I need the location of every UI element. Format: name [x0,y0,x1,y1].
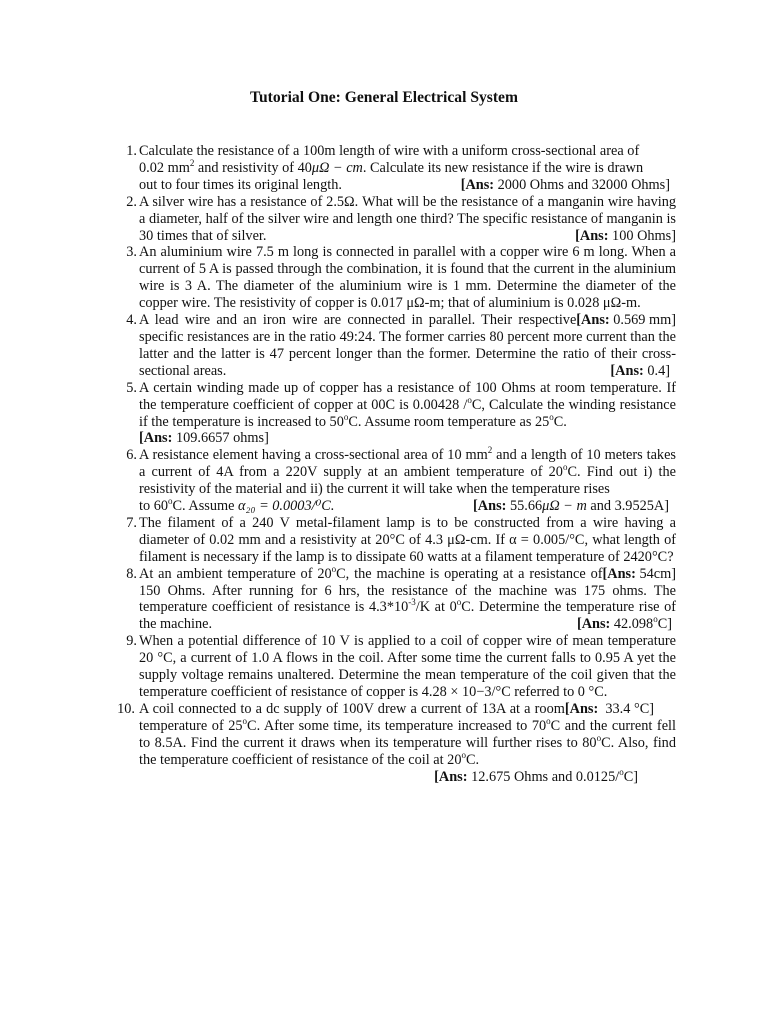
question-text: At an ambient temperature of 20$^o$C, the machine is operating at a resistance of 150 Ohms. After running for 6 hrs, the resistance of the machine was 175 ohms. The temperature coefficient of resistance is $4.3*10^{-3}/K$ at 0$^o$C. Determine the temperature rise of the machine. [139,563,676,633]
question-text: A resistance element having a cross-sectional area of 10 $mm^2$ and a length of 10 meters takes a current of 4A from a 220V supply at an ambient temperature of 20$^o$C. Find out i) the resistivity of the material and ii) the current it will take when the temperature rises [139,445,676,498]
question-7 [112,514,676,582]
question-list [112,143,676,785]
question-number: 7. [126,514,137,531]
question-2 [112,194,676,245]
question-number: 9. [126,633,137,650]
question-text: A silver wire has a resistance of 2.5Ω. What will be the resistance of a manganin wire having a diameter, half of the silver wire and length one third? The specific resistance of manganin is 30 times that of silver. [139,193,676,244]
question-text: A coil connected to a dc supply of 100V drew a current of 13A at a room temperature of 25$^o$C. After some time, its temperature increased to 70$^o$C and the current fell to 8.5A. Find the current it draws when its temperature will further rises to 80$^o$C. Also, find the temperature coefficient of resistance of the coil at 20$^o$C. [139,700,676,768]
question-text: A certain winding made up of copper has a resistance of 100 Ohms at room temperature. If the temperature coefficient of copper at 00C is 0.00428 /$^o$C, Calculate the winding resistance if the temperature is increased to 50$^o$C. Assume room temperature as 25$^o$C. [139,379,676,430]
question-3 [112,244,676,329]
question-text: When a potential difference of 10 V is applied to a coil of copper wire of mean temperature 20 °C, a current of 1.0 A flows in the coil. After some time the current falls to 0.95 A yet the supply voltage remains unaltered. Determine the mean temperature of the coil given that the temperature coefficient of resistance of copper is 4.28 × 10−3/°C referred to 0 °C. [139,633,676,700]
question-6 [112,447,676,515]
answer: [Ans: 0.569 mm] [576,312,676,329]
page-title: Tutorial One: General Electrical System [250,89,518,106]
answer: [Ans: 33.4 °C] [564,700,654,717]
math-expression: α₂₀ = 0.0003/⁰C. [238,498,335,515]
answer: [Ans: 55.66μΩ − m and 3.9525A] [473,498,669,515]
question-number: 5. [126,379,137,396]
question-number: 3. [126,244,137,261]
question-text-line: 0.02 $mm^2$ and resistivity of 40μΩ − cm. Calculate its new resistance if the wire is drawn [139,158,644,176]
question-9 [112,633,676,717]
answer: [Ans: 100 Ohms] [575,227,676,244]
question-text: The filament of a 240 V metal-filament lamp is to be constructed from a wire having a diameter of 0.02 mm and a resistivity at 20°C of 4.3 μΩ-cm. If α = 0.005/°C, what length of filament is necessary if the lamp is to dissipate 60 watts at a filament temperature of 2420°C? [139,514,676,565]
question-1 [112,143,676,194]
answer: [Ans: 0.4] [610,362,670,379]
question-number: 6. [126,447,137,464]
question-last-line: out to four times its original length. [Ans: 2000 Ohms and 32000 Ohms] [139,176,670,193]
question-10 [112,701,676,786]
question-8 [112,563,676,634]
question-text-line: Calculate the resistance of a 100m length of wire with a uniform cross-sectional area of [139,143,640,159]
answer: [Ans: 109.6657 ohms] [139,430,269,447]
question-text: An aluminium wire 7.5 m long is connected in parallel with a copper wire 6 m long. When a current of 5 A is passed through the combination, it is found that the current in the aluminium wire is 3 A. The diameter of the aluminium wire is 1 mm. Determine the diameter of the copper wire. The resistivity of copper is 0.017 μΩ-m; that of aluminium is 0.028 μΩ-m. [139,244,676,312]
question-number: 10. [117,700,135,717]
question-last-line: to 60$^o$C. Assume α₂₀ = 0.0003/⁰C. [Ans: 55.66μΩ − m and 3.9525A] [139,496,669,515]
question-number: 8. [126,565,137,582]
question-text: A lead wire and an iron wire are connected in parallel. Their respective specific resistances are in the ratio 49:24. The former carries 80 percent more current than the latter and the latter is 47 percent longer than the former. Determine the ratio of their cross-sectional areas. [139,312,676,379]
answer: [Ans: 54cm] [602,565,676,582]
question-number: 1. [126,143,137,159]
answer: [Ans: 42.098$^o$C] [576,614,672,633]
question-number: 2. [126,193,137,210]
answer: [Ans: 2000 Ohms and 32000 Ohms] [460,176,670,193]
question-5 [112,380,676,448]
answer: [Ans: 12.675 Ohms and 0.0125/$^o$C] [434,766,638,785]
question-number: 4. [126,312,137,329]
question-4 [112,312,676,380]
math-expression: μΩ − cm [311,159,363,176]
